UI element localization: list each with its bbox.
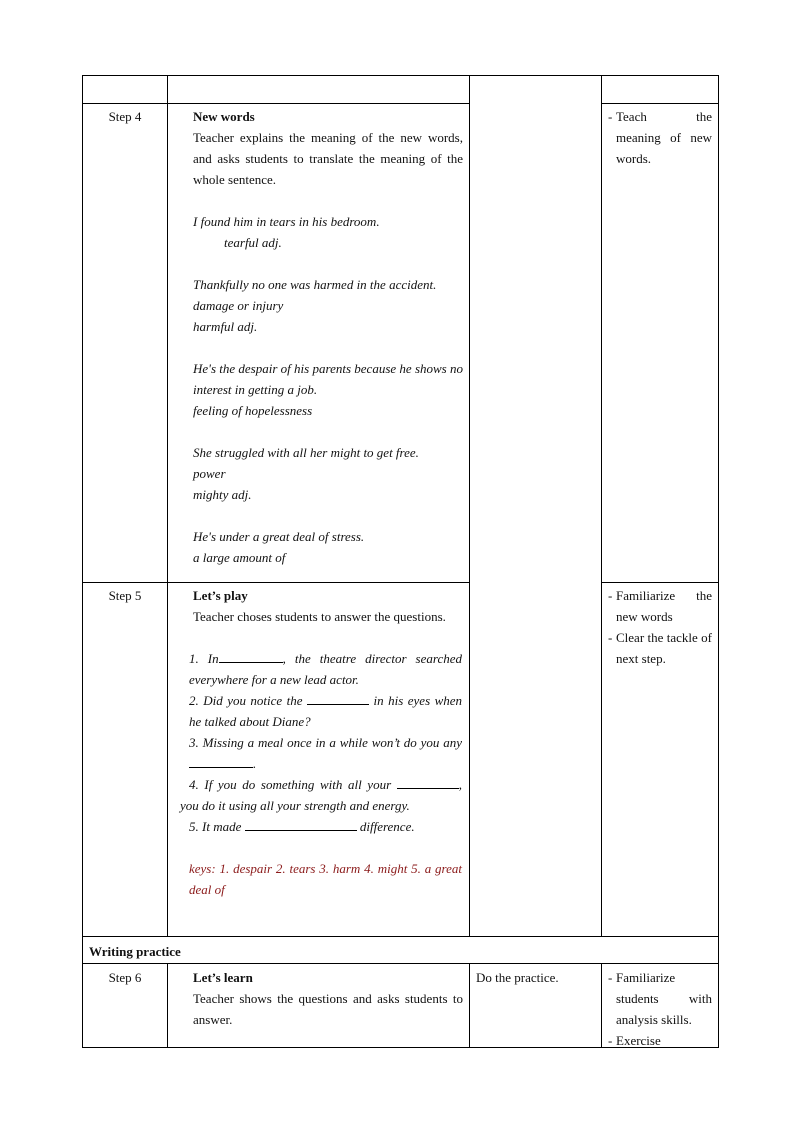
student-activity: Do the practice. xyxy=(476,970,559,985)
step-purpose: - Teach the meaning of new words. xyxy=(608,106,712,169)
purpose-item: Familiarize students with analysis skills. xyxy=(616,970,712,1027)
example-sentence: He's the despair of his parents because he shows no interest in getting a job. xyxy=(193,361,463,397)
step-label: Step 4 xyxy=(108,109,142,124)
example-note: feeling of hopelessness xyxy=(193,403,313,418)
column-divider xyxy=(167,75,168,937)
answer-keys: keys: 1. despair 2. tears 3. harm 4. might 5. a great deal of xyxy=(189,861,462,897)
activity-title: Let’s play xyxy=(193,588,248,603)
step-purpose: - Familiarize the new words - Clear the tackle of next step. xyxy=(608,585,712,669)
example-sentence: He's under a great deal of stress. xyxy=(193,529,365,544)
row-divider xyxy=(167,103,469,104)
row-divider xyxy=(82,582,469,583)
purpose-item: Exercise xyxy=(616,1033,661,1048)
answer-blank xyxy=(397,775,459,789)
answer-blank xyxy=(189,754,253,768)
answer-blank xyxy=(307,691,369,705)
step-activity xyxy=(193,967,463,1030)
table-border-right xyxy=(718,75,719,1048)
example-note: power xyxy=(193,466,226,481)
example-sentence: Thankfully no one was harmed in the accident. xyxy=(193,277,437,292)
example-note: a large amount of xyxy=(193,550,286,565)
row-divider xyxy=(82,963,719,964)
question-item: 1. In , the theatre director searched everywhere for a new lead actor. xyxy=(189,651,462,687)
purpose-item: Teach the meaning of new words. xyxy=(616,109,712,166)
answer-blank xyxy=(245,817,357,831)
question-item: 2. Did you notice the in his eyes when he talked about Diane? xyxy=(189,693,463,729)
example-sentence: I found him in tears in his bedroom. xyxy=(193,214,380,229)
answer-blank xyxy=(219,649,283,663)
question-item: 4. If you do something with all your , you do it using all your strength and energy. xyxy=(180,777,463,813)
column-divider xyxy=(601,963,602,1048)
row-divider xyxy=(601,582,719,583)
activity-intro: Teacher shows the questions and asks students to answer. xyxy=(193,991,463,1027)
row-divider xyxy=(82,103,168,104)
example-sentence: She struggled with all her might to get free. xyxy=(193,445,419,460)
row-divider xyxy=(601,103,719,104)
activity-title: New words xyxy=(193,109,255,124)
column-divider xyxy=(469,75,470,937)
example-note: mighty adj. xyxy=(193,487,252,502)
column-divider xyxy=(601,75,602,937)
step-label: Step 5 xyxy=(108,588,142,603)
purpose-item: Familiarize the new words xyxy=(616,588,712,624)
step-activity xyxy=(180,585,462,900)
purpose-item: Clear the tackle of next step. xyxy=(616,630,712,666)
column-divider xyxy=(469,963,470,1048)
example-note: tearful adj. xyxy=(224,235,282,250)
row-divider xyxy=(82,936,719,937)
activity-intro: Teacher explains the meaning of the new words, and asks students to translate the meaning of the whole sentence. xyxy=(193,130,463,187)
step-purpose: - Familiarize students with analysis skills. - Exercise xyxy=(608,967,712,1051)
step-activity xyxy=(193,106,463,568)
activity-intro: Teacher choses students to answer the questions. xyxy=(193,609,446,624)
example-note: damage or injury xyxy=(193,298,284,313)
question-item: 3. Missing a meal once in a while won’t do you any. xyxy=(189,735,462,771)
table-border-top xyxy=(82,75,719,76)
step-label: Step 6 xyxy=(108,970,142,985)
example-note: harmful adj. xyxy=(193,319,258,334)
section-header: Writing practice xyxy=(89,944,181,959)
question-item: 5. It made difference. xyxy=(189,819,415,834)
activity-title: Let’s learn xyxy=(193,970,253,985)
table-border-left xyxy=(82,75,83,1048)
